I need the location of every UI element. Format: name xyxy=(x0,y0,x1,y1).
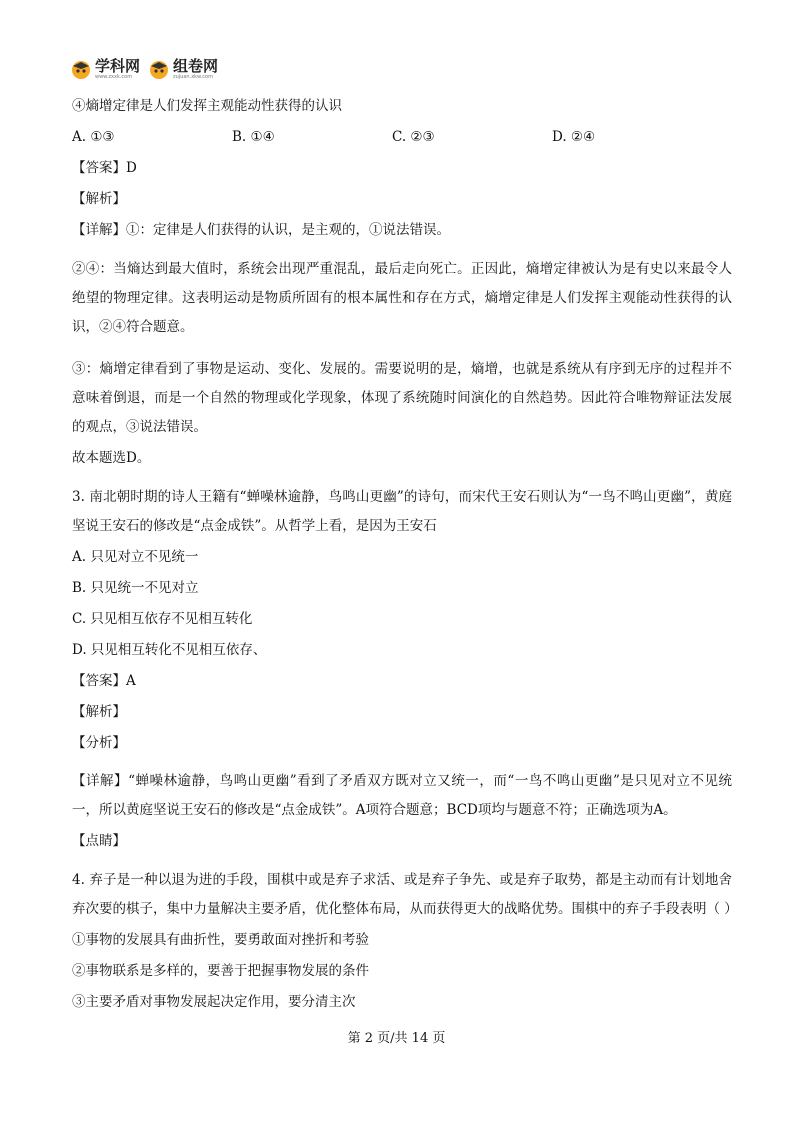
logo1-url: www.zxxk.com xyxy=(95,73,133,80)
q3-detail: 【详解】“蝉噪林逾静，鸟鸣山更幽”看到了矛盾双方既对立又统一，而“一鸟不鸣山更幽”是只见对立不见统一，所以黄庭坚说王安石的修改是“点金成铁”。A项符合题意；BCD项均与题意不符；正确选项为A。 xyxy=(72,773,732,818)
q4-stem: 4. 弃子是一种以退为进的手段，围棋中或是弃子求活、或是弃子争先、或是弃子取势，都是主动而有计划地舍弃次要的棋子，集中力量解决主要矛盾，优化整体布局，从而获得更大的战略优势。围棋中的弃子手段表明（ ） xyxy=(72,871,738,917)
q4-item-2: ②事物联系是多样的，要善于把握事物发展的条件 xyxy=(72,962,369,979)
q2-conclusion: 故本题选D。 xyxy=(72,450,151,466)
xkw-logo-icon xyxy=(70,58,92,80)
xkw-logo xyxy=(70,58,140,80)
q3-fenxi-label: 【分析】 xyxy=(72,734,126,751)
q2-option-a: A. ①③ xyxy=(72,129,115,145)
q2-detail-1: 【详解】①：定律是人们获得的认识，是主观的，①说法错误。 xyxy=(72,222,450,238)
zujuan-logo xyxy=(148,58,218,80)
q3-answer: 【答案】A xyxy=(72,672,136,689)
q3-stem: 3. 南北朝时期的诗人王籍有“蝉噪林逾静，鸟鸣山更幽”的诗句，而宋代王安石则认为“一鸟不鸣山更幽”，黄庭坚说王安石的修改是“点金成铁”。从哲学上看，是因为王安石 xyxy=(72,488,732,534)
q3-option-b: B. 只见统一不见对立 xyxy=(72,579,199,596)
q2-item4: ④熵增定律是人们发挥主观能动性获得的认识 xyxy=(72,98,342,114)
zujuan-logo-icon xyxy=(148,58,170,80)
q4-item-3: ③主要矛盾对事物发展起决定作用，要分清主次 xyxy=(72,993,356,1010)
q3-analysis-label: 【解析】 xyxy=(72,703,126,720)
q2-analysis-label: 【解析】 xyxy=(72,191,126,207)
q3-option-c: C. 只见相互依存不见相互转化 xyxy=(72,610,253,627)
q2-answer: 【答案】D xyxy=(72,160,137,176)
q3-option-a: A. 只见对立不见统一 xyxy=(72,548,199,565)
document-body xyxy=(72,96,738,1023)
q2-option-d: D. ②④ xyxy=(552,129,596,145)
page-number: 第 2 页/共 14 页 xyxy=(347,1031,446,1046)
q4-item-1: ①事物的发展具有曲折性，要勇敢面对挫折和考验 xyxy=(72,931,369,948)
logo1-name: 学科网 xyxy=(95,56,141,75)
q2-detail-3: ③：熵增定律看到了事物是运动、变化、发展的。需要说明的是，熵增，也就是系统从有序到无序的过程并不意味着倒退，而是一个自然的物理或化学现象，体现了系统随时间演化的自然趋势。因此符合唯物辩证法发展的观点，③说法错误。 xyxy=(72,361,732,435)
q2-detail-2: ②④：当熵达到最大值时，系统会出现严重混乱，最后走向死亡。正因此，熵增定律被认为是有史以来最令人绝望的物理定律。这表明运动是物质所固有的根本属性和存在方式，熵增定律是人们发挥主观能动性获得的认识，②④符合题意。 xyxy=(72,260,732,335)
header-logos xyxy=(70,58,218,80)
q3-dianjing-label: 【点睛】 xyxy=(72,833,126,849)
q2-option-b: B. ①④ xyxy=(232,129,275,145)
q2-options xyxy=(72,127,732,148)
q2-option-c: C. ②③ xyxy=(392,129,435,145)
q3-option-d: D. 只见相互转化不见相互依存、 xyxy=(72,641,267,658)
logo2-url: zujuan.xkw.com xyxy=(173,73,213,80)
logo2-name: 组卷网 xyxy=(173,56,219,75)
